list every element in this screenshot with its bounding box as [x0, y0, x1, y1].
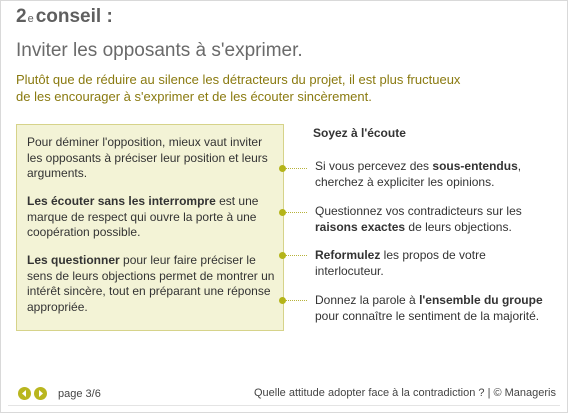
intro-text — [16, 71, 516, 105]
connector-line-2 — [283, 212, 307, 213]
tip-4-text: Donnez la parole à — [315, 293, 420, 307]
advice-paragraph-2-bold: Les écouter sans les interrompre — [27, 194, 216, 208]
page-indicator: page 3/6 — [58, 387, 101, 400]
connector-line-4 — [283, 300, 307, 301]
advice-paragraph-2-text: est une marque de respect qui ouvre la porte à une coopération possible. — [27, 194, 259, 239]
tip-1-bold: sous-entendus — [432, 159, 518, 173]
connector-dot-1 — [279, 165, 286, 172]
connector-dot-4 — [279, 297, 286, 304]
tip-item — [315, 203, 555, 235]
page-navigation — [18, 387, 101, 400]
arrow-left-icon — [20, 389, 29, 398]
prev-page-button[interactable] — [18, 387, 31, 400]
advice-paragraph-1: Pour déminer l'opposition, mieux vaut inviter les opposants à préciser leur position et leurs arguments. — [27, 135, 268, 180]
tip-4-bold: l'ensemble du groupe — [419, 293, 543, 307]
advice-paragraph-3 — [27, 253, 279, 315]
footer-caption: Quelle attitude adopter face à la contradiction ? | © Manageris — [253, 387, 556, 399]
advice-box — [16, 124, 284, 331]
intro-line-1: Plutôt que de réduire au silence les détracteurs du projet, il est plus fructueux — [16, 72, 461, 87]
title-superscript: e — [27, 13, 34, 25]
tip-item — [315, 158, 555, 190]
tip-1-text-after: , cherchez à expliciter les opinions. — [315, 159, 522, 189]
advice-paragraph-3-bold: Les questionner — [27, 253, 120, 267]
next-page-button[interactable] — [34, 387, 47, 400]
tip-2-text: Questionnez vos contradicteurs sur les — [315, 204, 522, 218]
tip-4-text-after: pour connaître le sentiment de la majorité. — [315, 309, 540, 323]
tip-item — [315, 247, 555, 279]
connector-dot-3 — [279, 252, 286, 259]
page-subtitle: Inviter les opposants à s'exprimer. — [16, 40, 303, 61]
title-text: conseil : — [35, 6, 113, 27]
intro-line-2: de les encourager à s'exprimer et de les écouter sincèrement. — [16, 89, 372, 104]
connector-line-3 — [283, 255, 307, 256]
footer-divider — [8, 405, 560, 406]
listening-heading: Soyez à l'écoute — [313, 126, 406, 140]
connector-dot-2 — [279, 209, 286, 216]
advice-paragraph-3-text: pour leur faire préciser le sens de leurs objections permet de montrer un intérêt sincère, tout en préparant une réponse appropriée. — [27, 253, 275, 314]
tip-1-text: Si vous percevez des — [315, 159, 433, 173]
tip-3-text-after: les propos de votre interlocuteur. — [315, 248, 486, 278]
advice-paragraph-2 — [27, 194, 279, 241]
tip-2-text-after: de leurs objections. — [405, 220, 512, 234]
connector-line-1 — [283, 168, 307, 169]
tip-item — [315, 292, 555, 324]
tip-2-bold: raisons exactes — [315, 220, 406, 234]
page-title — [16, 6, 113, 28]
tip-3-bold: Reformulez — [315, 248, 381, 262]
arrow-right-icon — [36, 389, 45, 398]
title-number: 2 — [16, 6, 27, 27]
